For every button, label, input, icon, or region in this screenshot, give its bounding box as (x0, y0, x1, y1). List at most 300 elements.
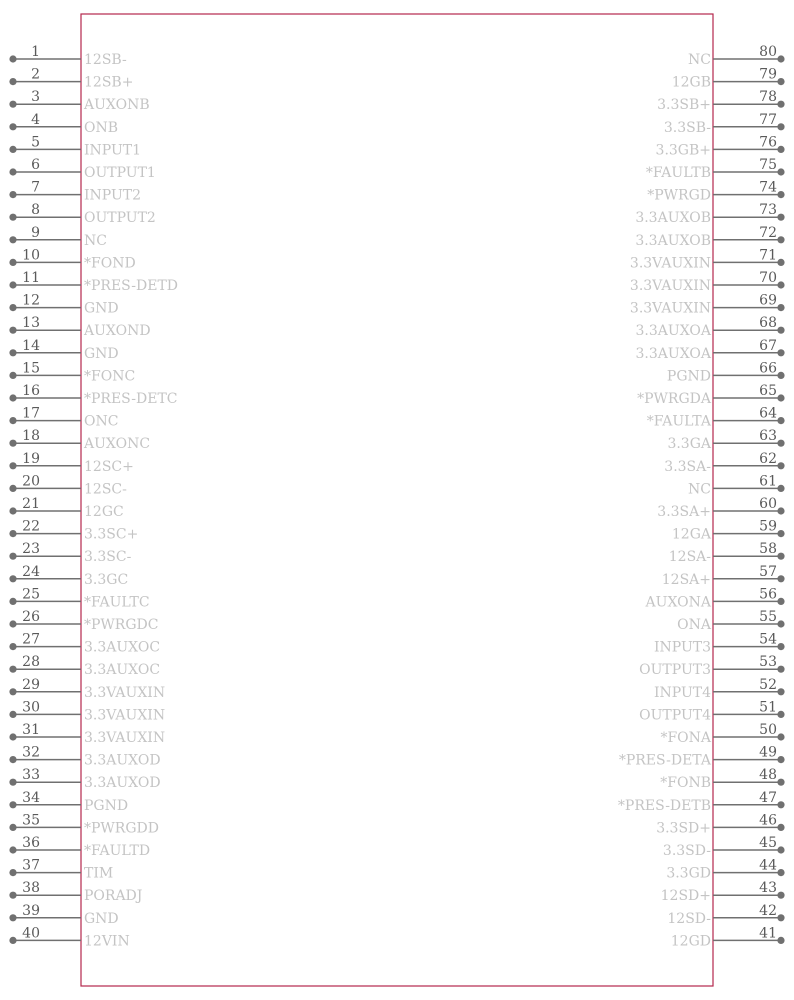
pin-55 (677, 609, 784, 633)
pin-number: 9 (31, 224, 40, 241)
pin-label: NC (688, 52, 711, 68)
pin-label: 3.3AUXOB (635, 232, 711, 249)
pin-label: 3.3AUXOA (635, 345, 711, 362)
pin-73 (635, 202, 784, 226)
pin-number: 13 (22, 315, 40, 332)
pin-4 (9, 112, 118, 136)
pin-25 (9, 586, 149, 610)
pin-label: INPUT2 (84, 187, 141, 204)
pin-label: GND (84, 910, 119, 927)
pin-number: 53 (759, 654, 777, 671)
pin-end-dot (777, 78, 784, 85)
pin-label: AUXOND (84, 323, 151, 340)
pin-17 (9, 406, 118, 430)
pin-label: *FAULTB (645, 165, 711, 181)
pin-number: 26 (22, 609, 40, 625)
pin-label: 3.3SD- (662, 843, 711, 859)
pin-number: 30 (22, 699, 40, 716)
pin-end-dot (777, 485, 784, 492)
pin-44 (666, 858, 784, 882)
pin-48 (660, 767, 784, 791)
pin-number: 47 (759, 789, 777, 806)
pin-number: 80 (759, 44, 777, 60)
pin-label: 3.3VAUXIN (629, 278, 711, 294)
pin-end-dot (9, 101, 16, 108)
pin-label: 12GB (671, 74, 711, 91)
pin-number: 70 (759, 270, 777, 286)
pin-label: AUXONA (645, 594, 711, 611)
pin-label: 3.3GD (666, 865, 711, 882)
pin-end-dot (9, 688, 16, 695)
pin-label: NC (688, 481, 711, 498)
pin-label: 3.3SB+ (657, 97, 711, 114)
pin-number: 77 (759, 111, 777, 128)
pin-label: *FONC (84, 368, 136, 385)
pin-label: 12SA- (668, 549, 711, 566)
pin-end-dot (9, 123, 16, 130)
pin-end-dot (9, 937, 16, 944)
pin-end-dot (777, 892, 784, 899)
pin-number: 54 (759, 631, 777, 648)
pin-68 (636, 315, 785, 339)
pin-9 (9, 225, 107, 249)
pin-end-dot (9, 146, 16, 153)
pin-70 (630, 270, 785, 294)
pin-64 (647, 406, 785, 430)
pin-42 (667, 903, 784, 927)
pin-end-dot (9, 801, 16, 808)
pin-end-dot (9, 711, 16, 718)
pin-number: 69 (759, 292, 777, 309)
pin-number: 40 (22, 925, 40, 942)
pin-number: 78 (759, 89, 777, 106)
pin-75 (646, 157, 785, 181)
pin-74 (647, 180, 784, 204)
pin-label: 3.3GB+ (655, 142, 711, 159)
pin-end-dot (9, 530, 16, 537)
pin-54 (654, 632, 785, 656)
pin-number: 66 (759, 360, 777, 377)
pin-end-dot (9, 55, 16, 62)
pin-end-dot (777, 327, 784, 334)
pin-number: 25 (22, 586, 40, 603)
pin-62 (664, 451, 784, 475)
pin-end-dot (777, 553, 784, 560)
pin-50 (660, 722, 784, 746)
pin-number: 7 (31, 179, 40, 196)
pin-label: OUTPUT4 (639, 707, 711, 724)
pin-61 (688, 473, 785, 497)
pin-number: 21 (22, 496, 40, 512)
pin-end-dot (9, 892, 16, 899)
pin-78 (657, 89, 784, 113)
pin-72 (635, 225, 784, 249)
pin-11 (9, 270, 178, 294)
pin-47 (618, 790, 785, 814)
pin-end-dot (9, 485, 16, 492)
right-pin-group (618, 44, 785, 949)
pin-end-dot (777, 779, 784, 786)
pin-58 (669, 541, 785, 565)
pin-label: *PRES-DETD (84, 278, 179, 294)
pin-21 (9, 496, 123, 520)
pin-end-dot (777, 666, 784, 673)
pin-label: *FAULTD (84, 843, 151, 859)
pin-number: 76 (759, 134, 777, 151)
pin-label: *PWRGD (647, 187, 711, 204)
pin-number: 24 (22, 563, 40, 580)
pin-end-dot (777, 440, 784, 447)
pin-number: 34 (22, 789, 40, 806)
pin-label: 12SB- (84, 52, 127, 68)
pin-label: 12SD- (667, 910, 711, 927)
pin-label: OUTPUT1 (84, 165, 156, 181)
pin-number: 65 (759, 383, 777, 399)
pin-number: 18 (22, 428, 40, 445)
pin-end-dot (9, 553, 16, 560)
pin-66 (667, 360, 785, 384)
pin-20 (9, 473, 127, 497)
pin-number: 64 (759, 405, 777, 422)
pin-end-dot (9, 394, 16, 401)
pin-number: 45 (759, 835, 777, 851)
pin-41 (671, 925, 785, 949)
pin-end-dot (777, 643, 784, 650)
pin-22 (9, 519, 138, 543)
pin-end-dot (777, 756, 784, 763)
pin-end-dot (777, 168, 784, 175)
pin-number: 61 (759, 473, 777, 490)
pin-end-dot (777, 191, 784, 198)
pin-label: 3.3SA- (664, 458, 711, 475)
pin-number: 36 (22, 835, 40, 851)
pin-51 (639, 699, 784, 723)
pin-35 (9, 812, 159, 836)
pin-31 (9, 722, 165, 746)
pin-label: 12SA+ (661, 571, 711, 588)
pin-number: 38 (22, 880, 40, 897)
pin-2 (9, 67, 133, 91)
pin-end-dot (9, 372, 16, 379)
pin-end-dot (777, 530, 784, 537)
pin-label: ONC (84, 413, 119, 430)
pin-23 (9, 541, 131, 565)
pin-end-dot (777, 101, 784, 108)
pin-label: 3.3SC+ (84, 526, 139, 543)
pin-number: 73 (759, 202, 777, 219)
pin-end-dot (9, 236, 16, 243)
pin-end-dot (777, 462, 784, 469)
pin-end-dot (777, 349, 784, 356)
pin-end-dot (777, 824, 784, 831)
pin-label: INPUT4 (654, 684, 711, 701)
pin-label: 12GD (670, 933, 711, 950)
pin-12 (9, 293, 118, 317)
pin-number: 15 (22, 360, 40, 377)
pin-label: PORADJ (84, 888, 143, 905)
pin-end-dot (9, 259, 16, 266)
pin-number: 57 (759, 563, 777, 580)
pin-end-dot (9, 462, 16, 469)
pin-label: *PWRGDC (84, 617, 159, 633)
pin-label: 3.3AUXOB (635, 210, 711, 227)
pin-6 (9, 157, 155, 181)
pin-15 (9, 360, 135, 384)
pin-8 (9, 202, 155, 226)
pin-71 (630, 247, 785, 271)
pin-end-dot (777, 846, 784, 853)
pin-79 (672, 67, 785, 91)
pin-end-dot (9, 304, 16, 311)
pin-label: *PRES-DETC (84, 391, 178, 407)
pin-label: 3.3AUXOD (84, 775, 161, 792)
pin-label: *PWRGDD (84, 820, 159, 837)
pin-end-dot (777, 55, 784, 62)
pin-label: 3.3AUXOA (635, 323, 711, 340)
pin-end-dot (777, 214, 784, 221)
pin-number: 63 (759, 428, 777, 445)
pin-end-dot (9, 914, 16, 921)
pin-number: 67 (759, 337, 777, 354)
component-body (81, 14, 713, 986)
pin-end-dot (777, 598, 784, 605)
pin-number: 59 (759, 518, 777, 535)
pin-label: GND (84, 345, 119, 362)
pin-label: PGND (666, 368, 711, 385)
pin-number: 68 (759, 315, 777, 332)
pin-number: 22 (22, 518, 40, 535)
pin-39 (9, 903, 118, 927)
pin-46 (656, 812, 784, 836)
pin-number: 28 (22, 654, 40, 671)
pin-end-dot (9, 78, 16, 85)
pin-label: 3.3AUXOC (84, 662, 161, 679)
pin-80 (688, 44, 785, 68)
pin-end-dot (9, 214, 16, 221)
pin-1 (9, 44, 127, 68)
pin-53 (639, 654, 784, 678)
pin-36 (9, 835, 150, 859)
pin-number: 37 (22, 857, 40, 874)
pin-end-dot (9, 824, 16, 831)
pin-number: 1 (31, 44, 40, 60)
pin-end-dot (777, 620, 784, 627)
pin-number: 62 (759, 450, 777, 467)
pin-end-dot (9, 575, 16, 582)
pin-end-dot (9, 168, 16, 175)
pin-number: 74 (759, 179, 777, 196)
pin-label: 3.3VAUXIN (84, 707, 166, 724)
pin-label: *FOND (84, 255, 136, 272)
pin-40 (9, 925, 129, 949)
pin-label: 12SB+ (84, 74, 134, 91)
pin-number: 17 (22, 405, 40, 422)
pin-29 (9, 677, 165, 701)
pin-26 (9, 609, 158, 633)
pin-number: 41 (759, 925, 777, 942)
pin-28 (9, 654, 160, 678)
pin-label: 3.3AUXOD (84, 752, 161, 769)
pin-number: 35 (22, 812, 40, 829)
pin-number: 14 (22, 337, 40, 354)
pin-label: *PWRGDA (637, 391, 711, 407)
pin-end-dot (777, 236, 784, 243)
pin-number: 20 (22, 473, 40, 490)
pin-end-dot (9, 327, 16, 334)
pin-label: *FAULTA (646, 413, 711, 430)
pin-number: 71 (759, 247, 777, 264)
pin-label: AUXONB (84, 97, 150, 114)
pin-label: 12SC+ (84, 458, 134, 475)
pin-label: NC (84, 232, 107, 249)
pin-label: *FONB (660, 775, 711, 792)
pin-49 (619, 745, 785, 769)
pin-77 (664, 112, 785, 136)
pin-18 (9, 428, 150, 452)
pin-end-dot (777, 123, 784, 130)
pin-end-dot (777, 281, 784, 288)
pin-end-dot (777, 914, 784, 921)
pin-label: TIM (84, 865, 114, 882)
pin-30 (9, 699, 165, 723)
pin-end-dot (777, 394, 784, 401)
pin-label: 3.3VAUXIN (84, 684, 166, 701)
pin-37 (9, 858, 113, 882)
left-pin-group (9, 44, 178, 949)
pin-label: 3.3SC- (84, 549, 132, 566)
pin-label: *FONA (660, 730, 711, 746)
pin-end-dot (777, 372, 784, 379)
pin-number: 52 (759, 676, 777, 693)
pin-number: 42 (759, 902, 777, 919)
pin-number: 11 (22, 270, 40, 286)
pin-24 (9, 564, 128, 588)
pin-label: 3.3SD+ (656, 820, 711, 837)
pin-34 (9, 790, 128, 814)
pin-end-dot (777, 304, 784, 311)
pin-label: INPUT3 (654, 639, 711, 656)
pin-number: 19 (22, 450, 40, 467)
pin-number: 56 (759, 586, 777, 603)
pin-label: 3.3AUXOC (84, 639, 161, 656)
pin-label: ONB (84, 119, 119, 136)
pin-label: 12VIN (84, 933, 130, 950)
pin-67 (636, 338, 785, 362)
pin-end-dot (777, 575, 784, 582)
pin-label: 12GA (671, 526, 711, 543)
pin-76 (656, 134, 785, 158)
pin-number: 58 (759, 541, 777, 558)
pin-label: 12GC (84, 504, 124, 520)
pin-number: 72 (759, 224, 777, 241)
pin-label: GND (84, 300, 119, 317)
pin-number: 55 (759, 609, 777, 625)
pin-number: 31 (22, 722, 40, 738)
pin-number: 2 (31, 66, 40, 83)
pin-number: 3 (31, 89, 40, 106)
pin-43 (661, 880, 785, 904)
pin-label: OUTPUT3 (639, 662, 711, 679)
pin-number: 79 (759, 66, 777, 83)
pin-label: 3.3VAUXIN (629, 255, 711, 272)
pin-59 (672, 519, 785, 543)
pin-32 (9, 745, 160, 769)
pin-end-dot (777, 733, 784, 740)
pin-number: 10 (22, 247, 40, 264)
pin-end-dot (777, 937, 784, 944)
pin-label: ONA (677, 617, 711, 633)
pin-end-dot (9, 349, 16, 356)
pin-number: 8 (31, 202, 40, 219)
pin-number: 6 (31, 157, 40, 173)
pin-56 (645, 586, 785, 610)
pin-label: 3.3VAUXIN (84, 730, 166, 746)
pin-label: 3.3GC (84, 571, 129, 588)
pin-number: 50 (759, 722, 777, 738)
pin-end-dot (9, 733, 16, 740)
pin-end-dot (777, 507, 784, 514)
pin-10 (9, 247, 135, 271)
pin-number: 75 (759, 157, 777, 173)
pin-14 (9, 338, 118, 362)
pin-end-dot (9, 191, 16, 198)
pin-45 (663, 835, 785, 859)
pin-number: 44 (759, 857, 777, 874)
pin-label: *PRES-DETB (617, 797, 711, 814)
pin-end-dot (9, 598, 16, 605)
pin-label: 3.3GA (667, 436, 711, 453)
pin-27 (9, 632, 160, 656)
pin-label: INPUT1 (84, 142, 141, 159)
pin-end-dot (777, 869, 784, 876)
pin-7 (9, 180, 141, 204)
pin-63 (667, 428, 784, 452)
pin-end-dot (9, 869, 16, 876)
pin-number: 33 (22, 767, 40, 784)
pin-number: 48 (759, 767, 777, 784)
pin-number: 23 (22, 541, 40, 558)
pin-number: 46 (759, 812, 777, 829)
pin-16 (9, 383, 177, 407)
pin-3 (9, 89, 149, 113)
pin-number: 5 (31, 134, 40, 151)
pin-end-dot (777, 146, 784, 153)
pin-end-dot (9, 756, 16, 763)
pin-end-dot (9, 779, 16, 786)
pin-number: 43 (759, 880, 777, 897)
pin-end-dot (9, 643, 16, 650)
pin-label: 3.3SB- (663, 119, 711, 136)
pin-5 (9, 134, 141, 158)
pin-52 (654, 677, 785, 701)
pin-end-dot (9, 666, 16, 673)
pin-13 (9, 315, 150, 339)
pin-label: *FAULTC (84, 594, 150, 611)
pin-end-dot (777, 688, 784, 695)
pin-end-dot (9, 281, 16, 288)
pin-label: 3.3VAUXIN (629, 300, 711, 317)
pin-end-dot (777, 801, 784, 808)
pin-label: 12SD+ (660, 888, 711, 905)
pin-number: 60 (759, 496, 777, 512)
pin-38 (9, 880, 142, 904)
pin-number: 39 (22, 902, 40, 919)
pin-65 (637, 383, 784, 407)
pin-69 (630, 293, 785, 317)
pin-end-dot (777, 711, 784, 718)
pin-number: 4 (31, 111, 40, 128)
pin-label: 12SC- (84, 481, 127, 498)
